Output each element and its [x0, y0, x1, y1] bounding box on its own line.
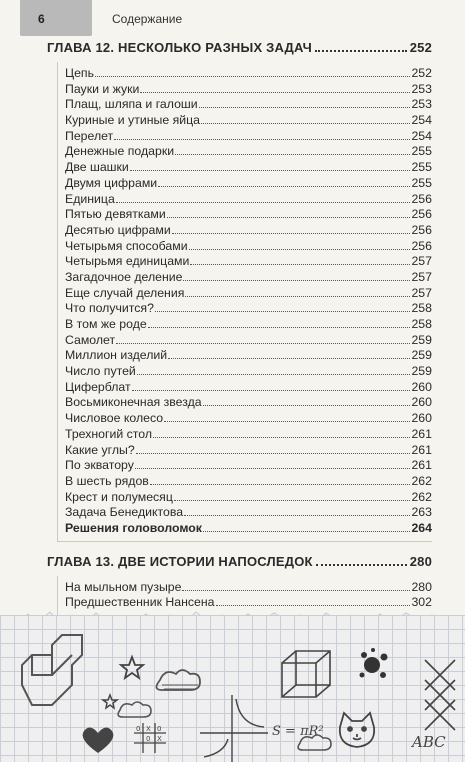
toc-entry-page: 259 [411, 348, 432, 363]
dot-leader [203, 405, 411, 406]
dot-leader [158, 186, 410, 187]
toc-entry-title: Единица [65, 191, 115, 206]
toc-entry[interactable] [58, 490, 432, 506]
toc-entry-page: 261 [411, 426, 432, 441]
toc-entry-title: Задача Бенедиктова [65, 505, 184, 520]
dot-leader [203, 531, 411, 532]
toc-entry[interactable] [58, 474, 432, 490]
toc-entry[interactable] [58, 270, 432, 286]
toc-entry[interactable] [58, 380, 432, 396]
toc-entry-page: 258 [411, 301, 432, 316]
toc-entry-title: Числовое колесо [65, 411, 164, 426]
toc-entry-title: Плащ, шляпа и галоши [65, 97, 198, 112]
toc-entry-page: 257 [411, 254, 432, 269]
toc-entry-title: Что получится? [65, 301, 154, 316]
dot-leader [316, 564, 407, 566]
dot-leader [201, 123, 410, 124]
toc-entry-page: 262 [411, 489, 432, 504]
notebook-doodle-area [0, 615, 465, 762]
toc-entry-title: Перелет [65, 128, 114, 143]
toc-entry-page: 260 [411, 379, 432, 394]
abc-letters: ABC [412, 733, 446, 751]
toc-entry-title: На мыльном пузыре [65, 579, 182, 594]
puzzle-block-icon [22, 635, 82, 705]
svg-text:X: X [157, 735, 162, 743]
toc-entry-title: Двумя цифрами [65, 175, 158, 190]
toc-entry[interactable] [58, 239, 432, 255]
toc-entry-page: 254 [411, 113, 432, 128]
toc-entry-page: 262 [411, 473, 432, 488]
toc-entry[interactable] [58, 144, 432, 160]
toc-entry[interactable] [58, 176, 432, 192]
dot-leader [167, 217, 411, 218]
chapter-13-heading[interactable] [47, 554, 432, 576]
toc-entry-page: 256 [411, 191, 432, 206]
toc-entry-title: Четырьмя способами [65, 238, 188, 253]
dot-leader [132, 390, 411, 391]
cloud-icon [118, 702, 151, 717]
toc-entry[interactable] [58, 301, 432, 317]
toc-entry-page: 255 [411, 160, 432, 175]
toc-entry-title: Пятью девятками [65, 207, 166, 222]
toc-entry[interactable] [58, 286, 432, 302]
dot-leader [135, 468, 411, 469]
toc-entry-title: Крест и полумесяц [65, 489, 173, 504]
dot-leader [168, 358, 410, 359]
dot-leader [140, 92, 410, 93]
svg-text:0: 0 [157, 725, 162, 733]
cloud-icon [156, 670, 200, 690]
toc-entry-page: 302 [411, 595, 432, 610]
dot-leader [199, 107, 411, 108]
toc-entry[interactable] [58, 333, 432, 349]
running-head: Содержание [112, 12, 183, 26]
dot-leader [116, 343, 410, 344]
toc-entry[interactable] [58, 411, 432, 427]
toc-entry[interactable] [58, 580, 432, 596]
toc-entry-title: Денежные подарки [65, 144, 175, 159]
toc-entry-page: 256 [411, 207, 432, 222]
dot-leader [182, 590, 410, 591]
toc-entry-title: Куриные и утиные яйца [65, 113, 200, 128]
tictactoe-icon [134, 723, 166, 753]
chapter-title: ГЛАВА 12. НЕСКОЛЬКО РАЗНЫХ ЗАДАЧ [47, 40, 312, 55]
toc-entry-page: 257 [411, 269, 432, 284]
svg-text:0: 0 [136, 725, 141, 733]
toc-entry-page: 259 [411, 364, 432, 379]
axes-graph-icon [200, 695, 268, 762]
toc-entry[interactable] [58, 82, 432, 98]
svg-text:0: 0 [146, 735, 151, 743]
table-of-contents [47, 40, 432, 616]
toc-entry-title: В том же роде [65, 317, 147, 331]
dot-leader [172, 233, 411, 234]
dot-leader [153, 437, 410, 438]
toc-entry[interactable] [58, 348, 432, 364]
toc-entry-title: Трехногий стол [65, 426, 153, 441]
cat-face-icon [340, 713, 374, 747]
dot-leader [189, 249, 411, 250]
toc-entry[interactable] [58, 395, 432, 411]
dot-leader [114, 139, 410, 140]
chapter-title: ГЛАВА 13. ДВЕ ИСТОРИИ НАПОСЛЕДОК [47, 553, 313, 569]
toc-entry-page: 261 [411, 458, 432, 473]
dot-leader [95, 76, 410, 77]
toc-entry-page: 254 [411, 128, 432, 143]
toc-entry[interactable] [58, 254, 432, 270]
toc-entry[interactable] [58, 505, 432, 521]
toc-entry[interactable] [58, 427, 432, 443]
chapter-12-heading[interactable] [47, 40, 432, 62]
toc-entry-page: 256 [411, 238, 432, 253]
chapter-page: 280 [409, 553, 432, 569]
toc-entry-page: 258 [411, 317, 432, 331]
toc-entry-title: Цепь [65, 66, 95, 80]
toc-entry-page: 256 [411, 222, 432, 237]
dot-leader [174, 500, 411, 501]
toc-entry-page: 253 [411, 97, 432, 112]
dot-leader [136, 453, 411, 454]
toc-entry[interactable] [58, 113, 432, 129]
toc-entry-page: 252 [411, 66, 432, 80]
toc-entry-page: 255 [411, 175, 432, 190]
dot-leader [130, 170, 411, 171]
toc-entry-page: 260 [411, 411, 432, 426]
toc-entry-title: Число путей [65, 364, 136, 379]
dot-leader [137, 374, 411, 375]
svg-text:X: X [146, 725, 151, 733]
toc-entry[interactable] [58, 443, 432, 459]
toc-entry-title: По экватору [65, 458, 134, 473]
toc-entry[interactable] [58, 207, 432, 223]
toc-entry[interactable] [58, 317, 432, 333]
toc-entry[interactable] [58, 458, 432, 474]
dot-leader [164, 421, 410, 422]
dot-leader [315, 50, 407, 52]
toc-entry-page: 263 [411, 505, 432, 520]
toc-entry[interactable] [58, 129, 432, 145]
dot-leader [183, 280, 410, 281]
toc-entry-title: Самолет [65, 332, 116, 347]
toc-entry[interactable] [58, 97, 432, 113]
page-number-tab [20, 0, 92, 36]
toc-entry-title: Четырьмя единицами [65, 254, 190, 269]
dot-leader [185, 296, 410, 297]
dot-leader [175, 154, 410, 155]
toc-entry-title: В шесть рядов [65, 473, 149, 488]
toc-entry-title: Десятью цифрами [65, 222, 171, 237]
formula-text: S = πR² [272, 724, 324, 739]
toc-entry-page: 255 [411, 144, 432, 159]
toc-entry[interactable] [58, 192, 432, 208]
toc-entry-title: Пауки и жуки [65, 81, 140, 96]
toc-entry[interactable] [58, 223, 432, 239]
heart-icon [83, 727, 114, 753]
toc-entry-title: Предшественник Нансена [65, 595, 215, 610]
toc-entry-page: 260 [411, 395, 432, 410]
toc-entry-page: 259 [411, 332, 432, 347]
toc-entry-title: Восьмиконечная звезда [65, 395, 202, 410]
toc-entry-title: Две шашки [65, 160, 129, 175]
star-icon [121, 657, 143, 678]
toc-entry-page: 261 [411, 442, 432, 457]
toc-entry-title: Загадочное деление [65, 269, 183, 284]
dot-leader [148, 327, 411, 328]
dot-leader [190, 264, 410, 265]
chapter-page: 252 [409, 40, 432, 55]
page-number: 6 [38, 12, 45, 26]
cross-pattern-icon [425, 660, 455, 730]
cube-icon [282, 651, 330, 697]
toc-entry[interactable] [58, 364, 432, 380]
toc-entry-page: 280 [411, 579, 432, 594]
dot-leader [184, 515, 410, 516]
toc-entry[interactable] [58, 66, 432, 82]
dot-leader [116, 202, 411, 203]
chapter-12-entries [57, 62, 432, 542]
toc-entry[interactable] [58, 521, 432, 537]
toc-entry-page: 257 [411, 285, 432, 300]
toc-entry-title: Какие углы? [65, 442, 135, 457]
toc-entry-title: Миллион изделий [65, 348, 168, 363]
ink-splat-icon [360, 648, 388, 678]
toc-entry[interactable] [58, 160, 432, 176]
star-icon [103, 695, 117, 708]
toc-entry-page: 264 [411, 520, 432, 535]
toc-entry-title: Циферблат [65, 379, 131, 394]
dot-leader [155, 311, 411, 312]
dot-leader [150, 484, 411, 485]
toc-entry-page: 253 [411, 81, 432, 96]
toc-entry-title: Решения головоломок [65, 520, 202, 535]
toc-entry-title: Еще случай деления [65, 285, 185, 300]
